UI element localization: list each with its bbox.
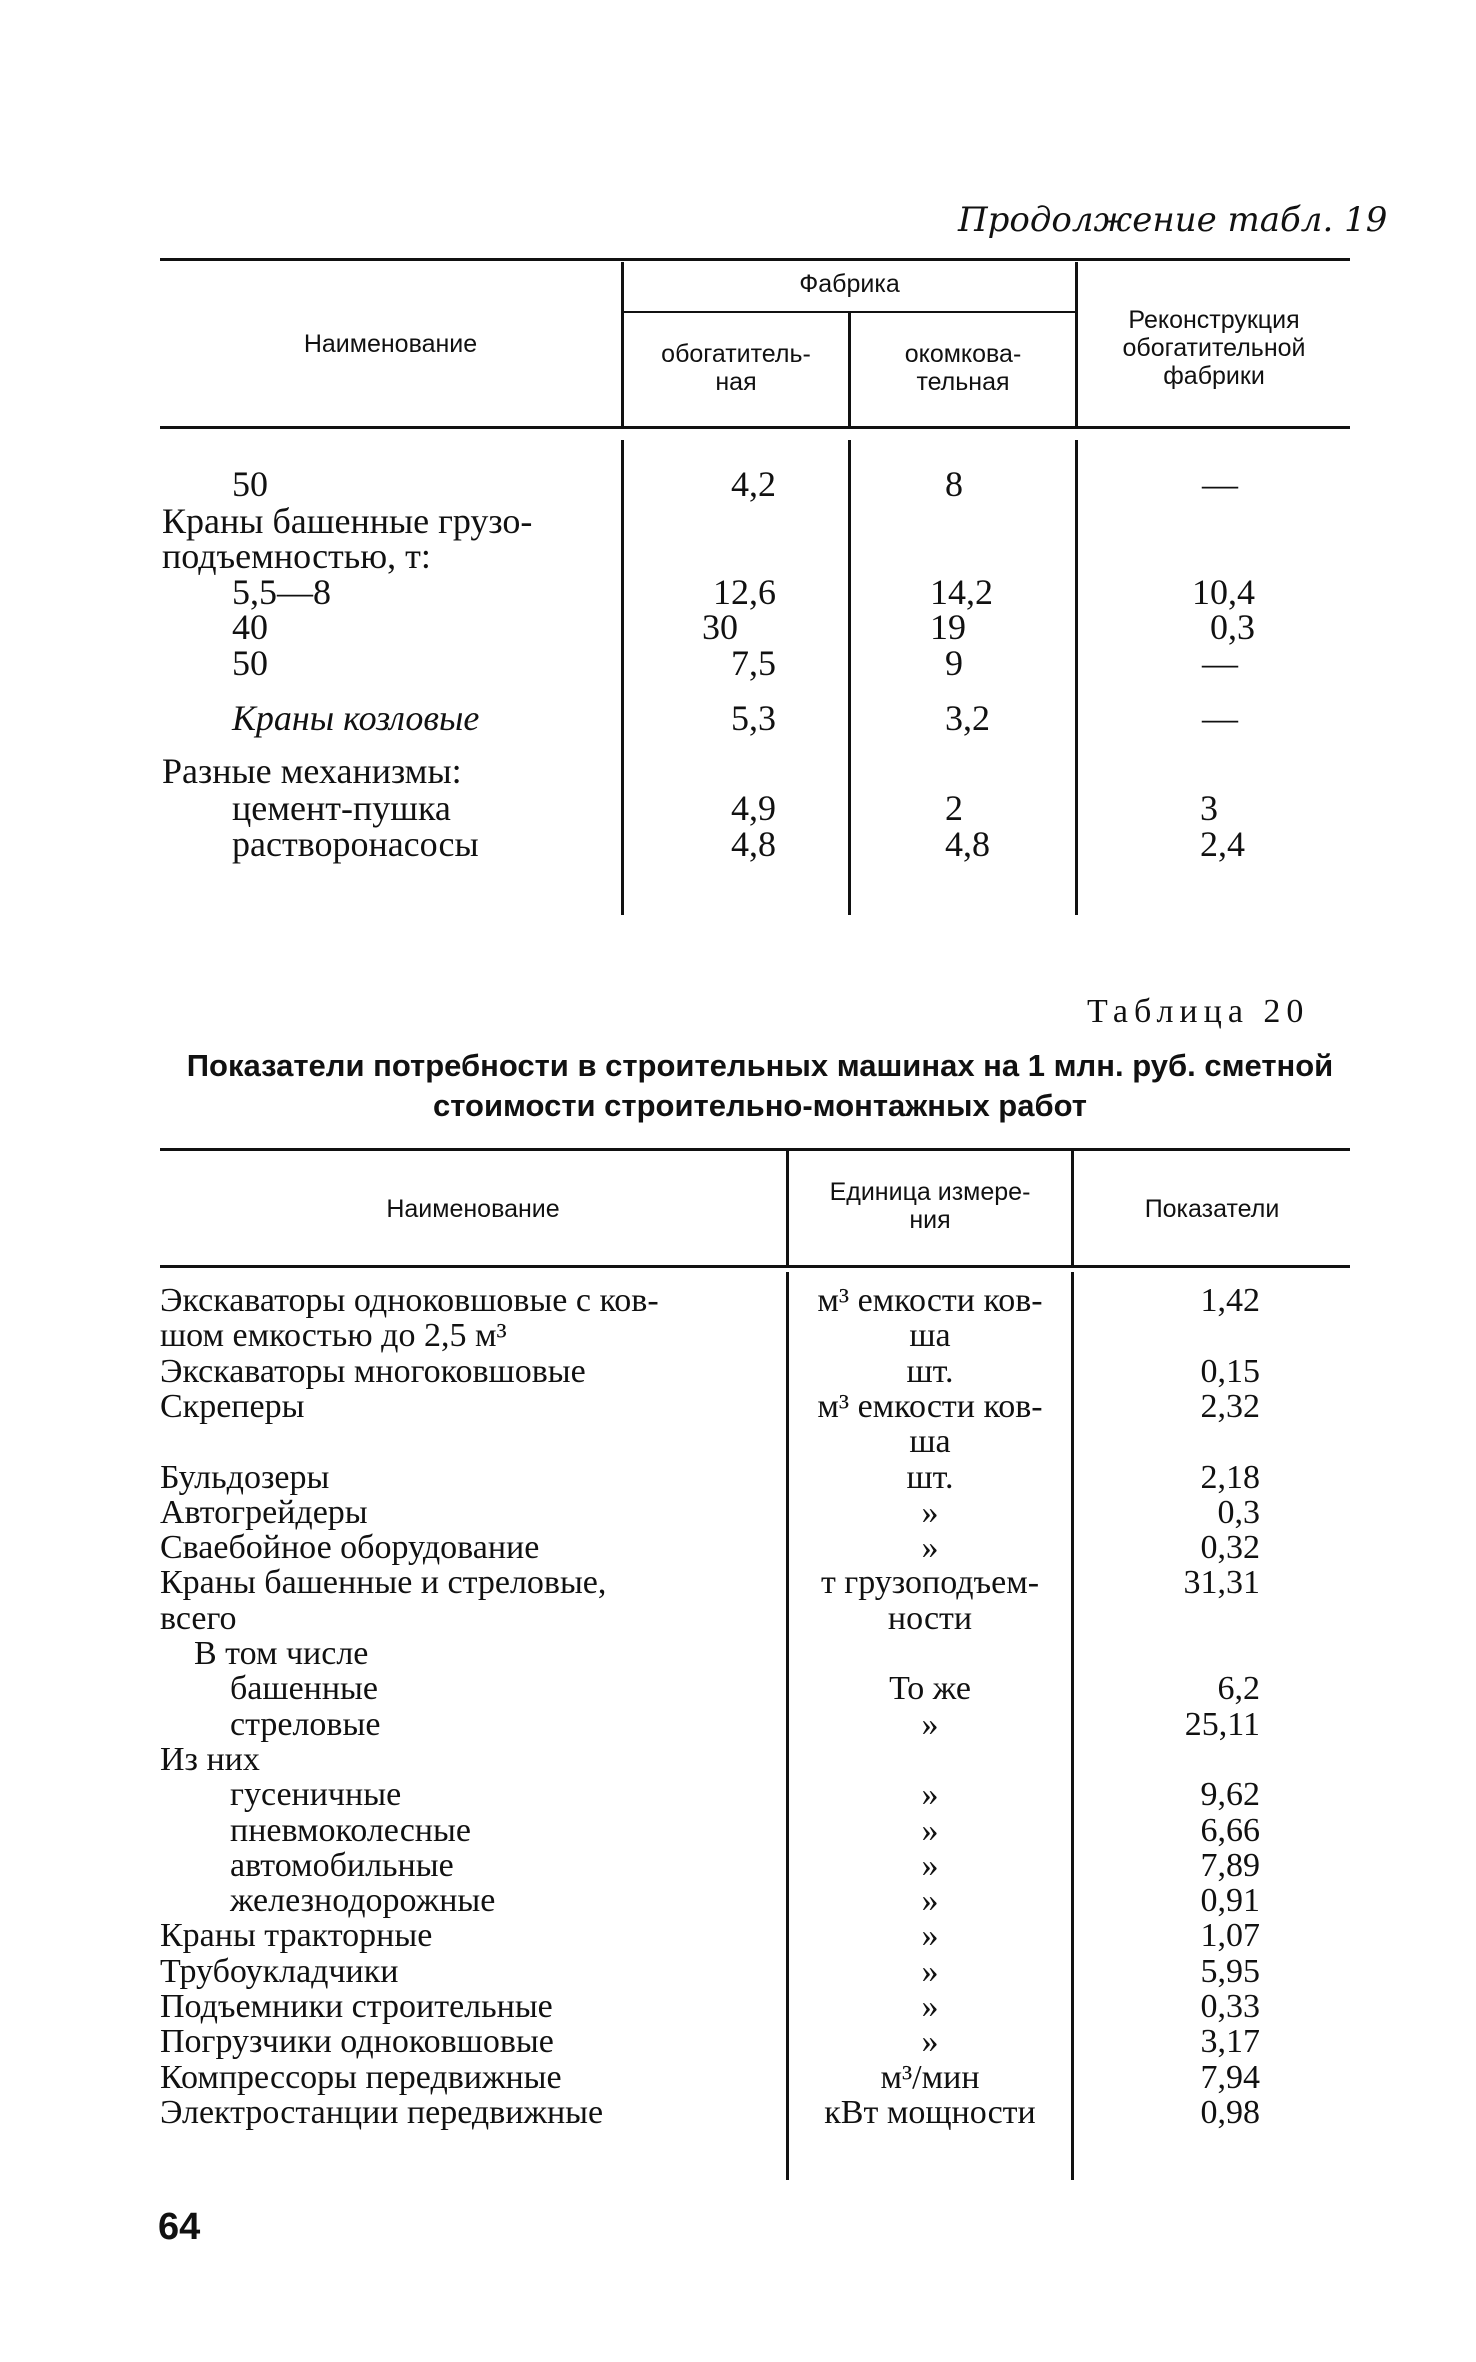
header-pelletizing: окомкова- тельная (904, 340, 1022, 396)
t20-value: 0,15 (1200, 1353, 1260, 1390)
t20-value: 6,2 (1217, 1670, 1260, 1707)
t20-value: 7,89 (1200, 1847, 1260, 1884)
t19-recon: 2,4 (1200, 824, 1245, 864)
header-rule (160, 1265, 1350, 1268)
t19-enrich: 30 (702, 607, 738, 647)
t20-value: 1,42 (1200, 1282, 1260, 1319)
t20-name: Краны башенные и стреловые, (160, 1564, 607, 1601)
t20-unit: » (921, 1847, 939, 1884)
t19-recon: — (1202, 464, 1238, 504)
t20-value: 25,11 (1184, 1706, 1260, 1743)
t20-value: 2,32 (1200, 1388, 1260, 1425)
t20-unit: » (921, 1812, 939, 1849)
t20-value: 3,17 (1200, 2023, 1260, 2060)
t19-enrich: 12,6 (713, 572, 776, 612)
t20-name: Краны тракторные (160, 1917, 433, 1954)
t19-name: Краны козловые (232, 698, 480, 738)
t20-name: пневмоколесные (230, 1812, 471, 1849)
t19-name: подъемностью, т: (162, 536, 431, 576)
t20-name: гусеничные (230, 1776, 402, 1813)
column-divider (848, 440, 851, 915)
table-rule (160, 258, 1350, 261)
t20-unit: » (921, 1953, 939, 1990)
t20-unit: » (921, 1882, 939, 1919)
t20-unit: » (921, 1494, 939, 1531)
t19-pellet: 9 (945, 643, 963, 683)
table-20-caption: Таблица 20 (1087, 993, 1310, 1030)
t19-recon: 3 (1200, 788, 1218, 828)
t20-name: Экскаваторы одноковшовые с ков- (160, 1282, 659, 1319)
page-number: 64 (158, 2206, 201, 2248)
header-enrichment: обогатитель- ная (661, 340, 811, 396)
t20-name: Компрессоры передвижные (160, 2059, 562, 2096)
t20-name: железнодорожные (230, 1882, 496, 1919)
t20-name: Из них (160, 1741, 260, 1778)
t19-enrich: 5,3 (731, 698, 776, 738)
t20-unit: шт. (906, 1353, 954, 1390)
t19-enrich: 4,8 (731, 824, 776, 864)
t20-name: Подъемники строительные (160, 1988, 553, 2025)
t19-recon: — (1202, 643, 1238, 683)
t20-unit: ша (909, 1317, 951, 1354)
continuation-caption: Продолжение табл. 19 (958, 200, 1388, 240)
t20-name: Бульдозеры (160, 1459, 330, 1496)
column-divider (621, 440, 624, 915)
t20-value: 0,33 (1200, 1988, 1260, 2025)
t19-recon: 10,4 (1192, 572, 1255, 612)
t20-name: шом емкостью до 2,5 м³ (160, 1317, 507, 1354)
table-rule (160, 1148, 1350, 1151)
t19-pellet: 8 (945, 464, 963, 504)
t19-recon: 0,3 (1210, 607, 1255, 647)
t20-name: автомобильные (230, 1847, 454, 1884)
header-name: Наименование (386, 1195, 560, 1223)
t20-value: 0,32 (1200, 1529, 1260, 1566)
t19-name: цемент-пушка (232, 788, 451, 828)
t20-name: всего (160, 1600, 237, 1637)
t20-value: 0,98 (1200, 2094, 1260, 2131)
header-value: Показатели (1144, 1195, 1280, 1223)
t20-name: Автогрейдеры (160, 1494, 368, 1531)
t20-name: В том числе (194, 1635, 369, 1672)
t20-name: Экскаваторы многоковшовые (160, 1353, 586, 1390)
t20-value: 1,07 (1200, 1917, 1260, 1954)
header-unit: Единица измере- ния (829, 1178, 1031, 1234)
t19-pellet: 2 (945, 788, 963, 828)
header-factory: Фабрика (799, 270, 900, 298)
t20-unit: м³ емкости ков- (817, 1282, 1043, 1319)
t20-unit: » (921, 1917, 939, 1954)
column-divider (1071, 1272, 1074, 2180)
t20-unit: » (921, 1706, 939, 1743)
t19-recon: — (1202, 698, 1238, 738)
t20-value: 7,94 (1200, 2059, 1260, 2096)
t20-unit: кВт мощности (824, 2094, 1036, 2131)
t20-unit: » (921, 2023, 939, 2060)
column-divider (1075, 440, 1078, 915)
t20-unit: ша (909, 1423, 951, 1460)
t19-pellet: 4,8 (945, 824, 990, 864)
t20-name: Сваебойное оборудование (160, 1529, 540, 1566)
t20-value: 0,91 (1200, 1882, 1260, 1919)
t20-value: 2,18 (1200, 1459, 1260, 1496)
t19-pellet: 14,2 (930, 572, 993, 612)
t20-unit: То же (889, 1670, 971, 1707)
t19-name: Краны башенные грузо- (162, 501, 533, 541)
t20-value: 0,3 (1217, 1494, 1260, 1531)
header-rule (160, 426, 1350, 429)
t20-value: 6,66 (1200, 1812, 1260, 1849)
t20-unit: м³/мин (880, 2059, 980, 2096)
t19-pellet: 19 (930, 607, 966, 647)
t20-unit: т грузоподъем- (820, 1564, 1040, 1601)
t20-name: Скреперы (160, 1388, 305, 1425)
t19-name: 50 (232, 643, 268, 683)
t20-name: Трубоукладчики (160, 1953, 399, 1990)
table-20-title: Показатели потребности в строительных машинах на 1 млн. руб. сметной стоимости строительно-монтажных работ (186, 1048, 1334, 1123)
t19-name: растворонасосы (232, 824, 479, 864)
t20-name: Электростанции передвижные (160, 2094, 604, 2131)
header-reconstruction: Реконструкция обогатительной фабрики (1122, 306, 1306, 390)
t20-unit: ности (887, 1600, 973, 1637)
t19-enrich: 7,5 (731, 643, 776, 683)
t19-name: 5,5—8 (232, 572, 331, 612)
t20-name: башенные (230, 1670, 378, 1707)
t20-unit: шт. (906, 1459, 954, 1496)
t19-name: Разные механизмы: (162, 751, 462, 791)
t20-unit: » (921, 1776, 939, 1813)
t20-unit: м³ емкости ков- (817, 1388, 1043, 1425)
t20-name: стреловые (230, 1706, 381, 1743)
t20-value: 9,62 (1200, 1776, 1260, 1813)
t19-pellet: 3,2 (945, 698, 990, 738)
t19-name: 40 (232, 607, 268, 647)
t19-name: 50 (232, 464, 268, 504)
t20-name: Погрузчики одноковшовые (160, 2023, 554, 2060)
t19-enrich: 4,2 (731, 464, 776, 504)
t20-value: 31,31 (1183, 1564, 1260, 1601)
t20-unit: » (921, 1529, 939, 1566)
header-name: Наименование (303, 330, 478, 358)
t19-enrich: 4,9 (731, 788, 776, 828)
t20-value: 5,95 (1200, 1953, 1260, 1990)
t20-unit: » (921, 1988, 939, 2025)
